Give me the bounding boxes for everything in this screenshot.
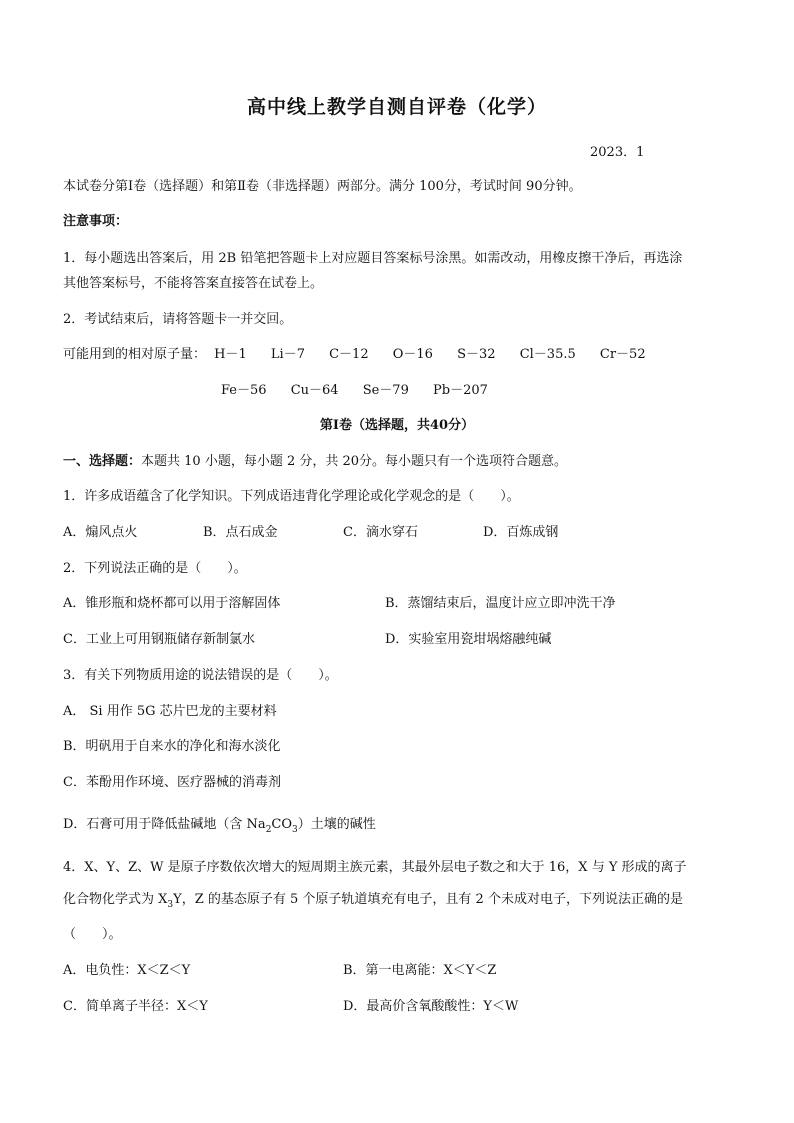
atomic-mass-fe: Fe－56 [221, 383, 267, 398]
question-4-option-a: A．电负性：X＜Z＜Y [63, 963, 191, 978]
note-2: 2．考试结束后，请将答题卡一并交回。 [63, 312, 293, 327]
question-1-option-a: A．煽风点火 [63, 525, 138, 540]
question-4-line-3: （ ）。 [63, 927, 122, 942]
question-3-option-c: C．苯酚用作环境、医疗器械的消毒剂 [63, 775, 281, 790]
question-4-line-2-prefix: 化合物化学式为 X [63, 892, 168, 907]
atomic-mass-o: O－16 [392, 347, 433, 362]
question-4-line-2-sub: 3 [167, 900, 174, 910]
question-3-option-d-sub-1: 2 [265, 825, 272, 835]
question-3-option-a: A． Si 用作 5G 芯片巴龙的主要材料 [63, 704, 277, 719]
notes-heading: 注意事项： [63, 214, 129, 229]
exam-date: 2023．1 [590, 145, 645, 160]
question-2-option-d: D．实验室用瓷坩埚熔融纯碱 [385, 632, 552, 647]
exam-intro: 本试卷分第Ⅰ卷（选择题）和第Ⅱ卷（非选择题）两部分。满分 100分，考试时间 90分钟。 [63, 179, 582, 194]
question-1-option-d: D．百炼成钢 [483, 525, 559, 540]
question-2-option-a: A．锥形瓶和烧杯都可以用于溶解固体 [63, 596, 281, 611]
question-2-option-c: C．工业上可用钢瓶储存新制氯水 [63, 632, 255, 647]
atomic-mass-h: H－1 [214, 347, 247, 362]
atomic-mass-c: C－12 [329, 347, 369, 362]
part-1-label: 一、选择题： [63, 454, 142, 469]
question-4-option-d: D．最高价含氧酸酸性：Y＜W [343, 999, 519, 1014]
question-4-option-b: B．第一电离能：X＜Y＜Z [343, 963, 497, 978]
question-1-stem: 1．许多成语蕴含了化学知识。下列成语违背化学理论或化学观念的是（ ）。 [63, 489, 520, 504]
atomic-mass-row-2 [221, 381, 508, 401]
question-3-stem: 3．有关下列物质用途的说法错误的是（ ）。 [63, 668, 338, 683]
question-1-option-c: C．滴水穿石 [343, 525, 418, 540]
question-4-line-2-suffix: Y，Z 的基态原子有 5 个原子轨道填充有电子，且有 2 个未成对电子，下列说法正确的是 [173, 892, 683, 907]
atomic-mass-cl: Cl－35.5 [519, 347, 576, 362]
atomic-mass-row-1 [63, 345, 666, 365]
question-3-option-d [63, 815, 376, 836]
section-1-title: 第Ⅰ卷（选择题，共40分） [319, 418, 475, 433]
question-4-line-1: 4．X、Y、Z、W 是原子序数依次增大的短周期主族元素，其最外层电子数之和大于 16，X 与 Y 形成的离子 [63, 860, 687, 875]
atomic-mass-li: Li－7 [270, 347, 305, 362]
part-1-description: 本题共 10 小题，每小题 2 分，共 20分。每小题只有一个选项符合题意。 [141, 454, 568, 469]
atomic-mass-cu: Cu－64 [290, 383, 339, 398]
question-2-stem: 2．下列说法正确的是（ ）。 [63, 561, 247, 576]
atomic-mass-se: Se－79 [362, 383, 409, 398]
question-4-line-2 [63, 890, 683, 911]
question-3-option-d-prefix: D．石膏可用于降低盐碱地（含 Na [63, 817, 266, 832]
note-1-line-2: 其他答案标号，不能将答案直接答在试卷上。 [63, 276, 324, 291]
note-1-line-1: 1．每小题选出答案后，用 2B 铅笔把答题卡上对应题目答案标号涂黑。如需改动，用橡皮擦干净后，再选涂 [63, 251, 683, 266]
atomic-mass-pb: Pb－207 [433, 383, 488, 398]
question-1-option-b: B．点石成金 [203, 525, 278, 540]
question-3-option-d-mid: CO [271, 817, 293, 832]
question-3-option-d-suffix: ）土壤的碱性 [297, 817, 376, 832]
atomic-mass-label: 可能用到的相对原子量： [63, 347, 207, 362]
page-title: 高中线上教学自测自评卷（化学） [246, 96, 547, 118]
part-1-heading [63, 452, 567, 472]
atomic-mass-cr: Cr－52 [599, 347, 646, 362]
question-3-option-d-sub-2: 3 [292, 825, 298, 835]
atomic-mass-s: S－32 [457, 347, 496, 362]
question-3-option-b: B．明矾用于自来水的净化和海水淡化 [63, 739, 281, 754]
question-2-option-b: B．蒸馏结束后，温度计应立即冲洗干净 [385, 596, 616, 611]
question-4-option-c: C．简单离子半径：X＜Y [63, 999, 208, 1014]
